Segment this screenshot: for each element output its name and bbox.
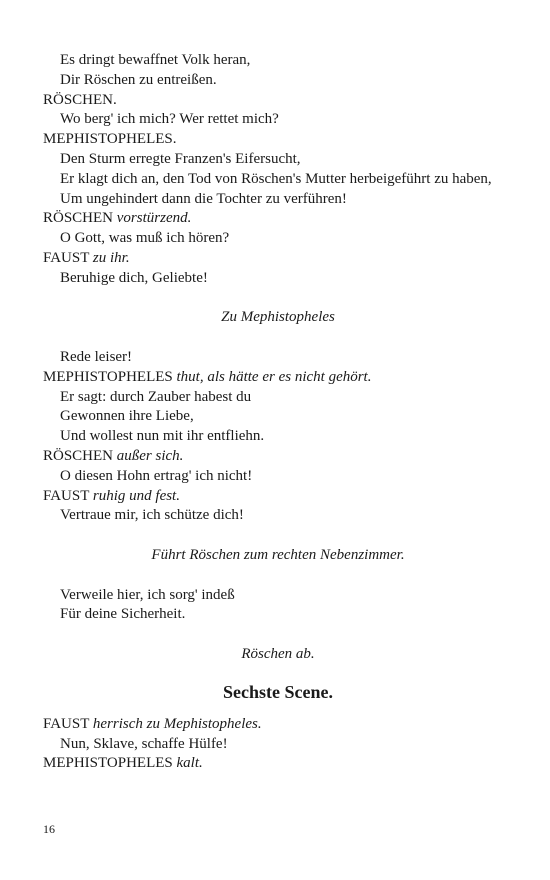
speaker-name: RÖSCHEN (43, 447, 114, 464)
stage-direction: kalt. (176, 755, 203, 772)
stage-direction-centered: Zu Mephistopheles (221, 309, 335, 326)
spacer (43, 566, 513, 586)
verse-line: Nun, Sklave, schaffe Hülfe! (60, 735, 228, 752)
verse-line: Er sagt: durch Zauber habest du (60, 388, 252, 405)
speaker-label (43, 209, 513, 229)
verse-line: Vertraue mir, ich schütze dich! (60, 507, 244, 524)
verse-line: Und wollest nun mit ihr entfliehn. (60, 428, 265, 445)
stage-direction: vorstürzend. (116, 210, 192, 227)
speaker-label: RÖSCHEN. (43, 91, 117, 108)
spacer (43, 328, 513, 348)
speaker-name: RÖSCHEN (43, 210, 114, 227)
speaker-label (43, 487, 513, 507)
spacer (43, 526, 513, 546)
stage-direction: thut, als hätte er es nicht gehört. (176, 368, 372, 385)
verse-line: Es dringt bewaffnet Volk heran, (60, 52, 251, 68)
page-text (43, 51, 513, 774)
verse-line: Gewonnen ihre Liebe, (60, 408, 194, 425)
speaker-label (43, 368, 513, 388)
verse-line: Dir Röschen zu entreißen. (60, 71, 217, 88)
verse-line: O Gott, was muß ich hören? (60, 230, 230, 247)
page-number: 16 (43, 822, 55, 836)
verse-line: Verweile hier, ich sorg' indeß (60, 586, 235, 603)
speaker-name: FAUST (43, 249, 90, 266)
speaker-label (43, 754, 513, 774)
stage-direction-centered: Röschen ab. (241, 645, 315, 662)
stage-direction: herrisch zu Mephistopheles. (92, 715, 262, 732)
speaker-label (43, 249, 513, 269)
stage-direction-centered: Führt Röschen zum rechten Nebenzimmer. (151, 546, 405, 563)
verse-line: O diesen Hohn ertrag' ich nicht! (60, 467, 253, 484)
speaker-name: FAUST (43, 715, 90, 732)
speaker-name: MEPHISTOPHELES (43, 368, 173, 385)
verse-line: Für deine Sicherheit. (60, 606, 186, 623)
stage-direction: ruhig und fest. (92, 487, 180, 504)
spacer (43, 625, 513, 645)
verse-line: Den Sturm erregte Franzen's Eifersucht, (60, 150, 301, 167)
speaker-name: MEPHISTOPHELES (43, 755, 173, 772)
speaker-label: MEPHISTOPHELES. (43, 131, 177, 148)
verse-line: Um ungehindert dann die Tochter zu verführen! (60, 190, 347, 207)
spacer (43, 289, 513, 309)
verse-line: Rede leiser! (60, 348, 133, 365)
stage-direction: zu ihr. (92, 249, 130, 266)
speaker-name: FAUST (43, 487, 90, 504)
speaker-label (43, 715, 513, 735)
speaker-label (43, 447, 513, 467)
verse-line: Er klagt dich an, den Tod von Röschen's Mutter herbeigeführt zu haben, (60, 170, 492, 187)
verse-line: Beruhige dich, Geliebte! (60, 269, 208, 286)
verse-line: Wo berg' ich mich? Wer rettet mich? (60, 111, 279, 128)
stage-direction: außer sich. (116, 447, 184, 464)
scene-heading: Sechste Scene. (223, 681, 333, 702)
